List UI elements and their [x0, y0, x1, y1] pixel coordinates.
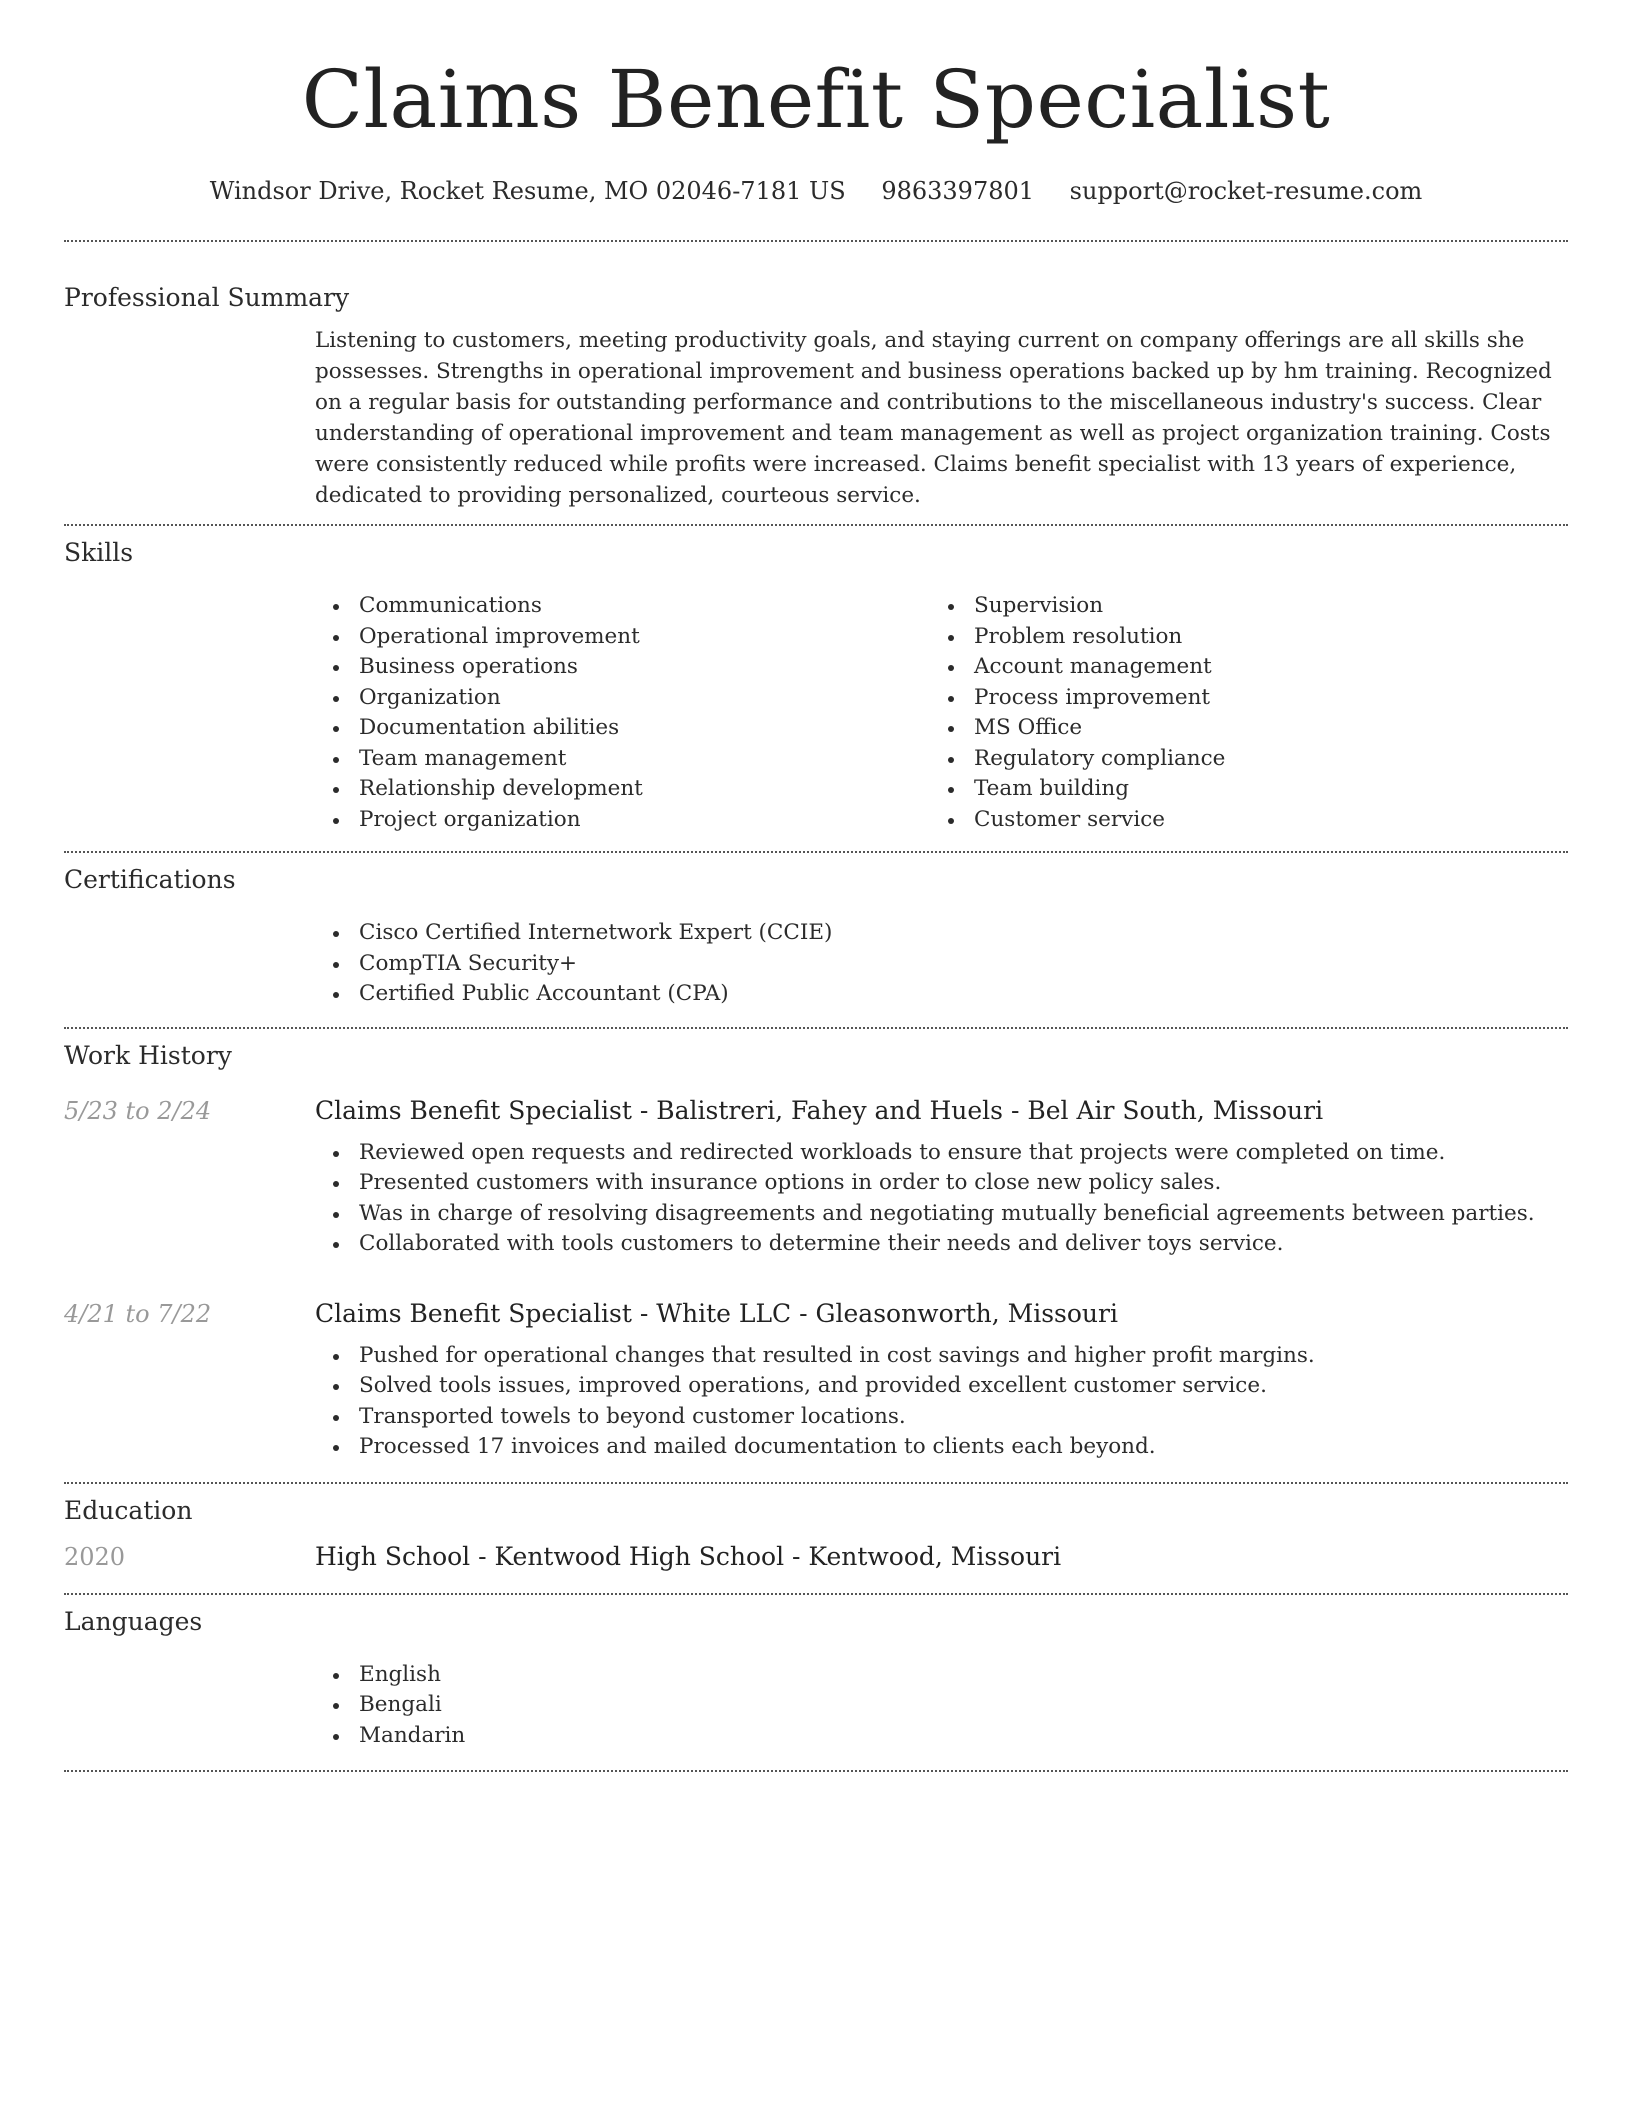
resume-page: [64, 0, 1568, 1772]
list-item: MS Office: [930, 713, 1545, 744]
list-item: Account management: [930, 652, 1545, 683]
job-bullets: [315, 1138, 1568, 1260]
job-dates: 5/23 to 2/24: [64, 1096, 212, 1125]
list-item: Team building: [930, 774, 1545, 805]
work-history-section: [64, 1041, 1568, 1463]
job-entry: [64, 1297, 1568, 1463]
summary-section: [64, 283, 1568, 511]
job-heading: Claims Benefit Specialist - White LLC - Gleasonworth, Missouri: [315, 1298, 1118, 1328]
certifications-list: [315, 918, 1568, 1010]
list-item: Transported towels to beyond customer locations.: [315, 1402, 1568, 1433]
certifications-section: [64, 865, 1568, 1010]
list-item: Problem resolution: [930, 622, 1545, 653]
skills-list-left: [315, 591, 930, 835]
languages-heading: Languages: [64, 1606, 203, 1636]
education-heading: Education: [64, 1495, 193, 1525]
education-section: [64, 1496, 1568, 1574]
list-item: Regulatory compliance: [930, 744, 1545, 775]
list-item: Mandarin: [315, 1721, 1568, 1752]
languages-list: [315, 1660, 1568, 1752]
resume-title: Claims Benefit Specialist: [301, 53, 1331, 146]
summary-text: Listening to customers, meeting productivity goals, and staying current on company offerings are all skills she possesses. Strengths in operational improvement and business operations backed up by hm training. Recognized on a regular basis for outstanding performance and contributions to the miscellaneous industry's success. Clear understanding of operational improvement and team management as well as project organization training. Costs were consistently reduced while profits were increased. Claims benefit specialist with 13 years of experience, dedicated to providing personalized, courteous service.: [315, 328, 1552, 508]
education-heading-line: High School - Kentwood High School - Kentwood, Missouri: [315, 1541, 1062, 1571]
list-item: Process improvement: [930, 683, 1545, 714]
list-item: Documentation abilities: [315, 713, 930, 744]
list-item: Bengali: [315, 1690, 1568, 1721]
skills-section: [64, 538, 1568, 835]
list-item: CompTIA Security+: [315, 949, 1568, 980]
summary-heading: Professional Summary: [64, 283, 350, 312]
list-item: Was in charge of resolving disagreements and negotiating mutually beneficial agreements between parties.: [315, 1199, 1568, 1230]
section-divider: [64, 1027, 1568, 1029]
skills-heading: Skills: [64, 538, 134, 567]
list-item: English: [315, 1660, 1568, 1691]
section-divider: [64, 851, 1568, 853]
contact-phone: 9863397801: [881, 177, 1035, 205]
contact-address: Windsor Drive, Rocket Resume, MO 02046-7181 US: [209, 177, 846, 205]
contact-email: support@rocket-resume.com: [1069, 177, 1423, 205]
list-item: Reviewed open requests and redirected workloads to ensure that projects were completed on time.: [315, 1138, 1568, 1169]
skills-list-right: [930, 591, 1545, 835]
work-history-heading: Work History: [64, 1040, 232, 1070]
job-dates: 4/21 to 7/22: [64, 1299, 212, 1328]
education-year: 2020: [64, 1542, 126, 1571]
contact-line: [64, 176, 1568, 206]
section-divider: [64, 240, 1568, 242]
list-item: Presented customers with insurance options in order to close new policy sales.: [315, 1168, 1568, 1199]
list-item: Collaborated with tools customers to determine their needs and deliver toys service.: [315, 1229, 1568, 1260]
list-item: Organization: [315, 683, 930, 714]
section-divider: [64, 1593, 1568, 1595]
section-divider: [64, 524, 1568, 526]
certifications-heading: Certifications: [64, 865, 236, 894]
languages-section: [64, 1607, 1568, 1752]
list-item: Supervision: [930, 591, 1545, 622]
job-heading: Claims Benefit Specialist - Balistreri, Fahey and Huels - Bel Air South, Missouri: [315, 1095, 1324, 1125]
list-item: Team management: [315, 744, 930, 775]
list-item: Operational improvement: [315, 622, 930, 653]
list-item: Cisco Certified Internetwork Expert (CCIE): [315, 918, 1568, 949]
list-item: Relationship development: [315, 774, 930, 805]
section-divider: [64, 1482, 1568, 1484]
list-item: Pushed for operational changes that resulted in cost savings and higher profit margins.: [315, 1341, 1568, 1372]
list-item: Project organization: [315, 805, 930, 836]
list-item: Communications: [315, 591, 930, 622]
list-item: Customer service: [930, 805, 1545, 836]
list-item: Certified Public Accountant (CPA): [315, 979, 1568, 1010]
list-item: Solved tools issues, improved operations, and provided excellent customer service.: [315, 1371, 1568, 1402]
section-divider: [64, 1770, 1568, 1772]
job-bullets: [315, 1341, 1568, 1463]
list-item: Processed 17 invoices and mailed documentation to clients each beyond.: [315, 1432, 1568, 1463]
job-entry: [64, 1094, 1568, 1260]
list-item: Business operations: [315, 652, 930, 683]
